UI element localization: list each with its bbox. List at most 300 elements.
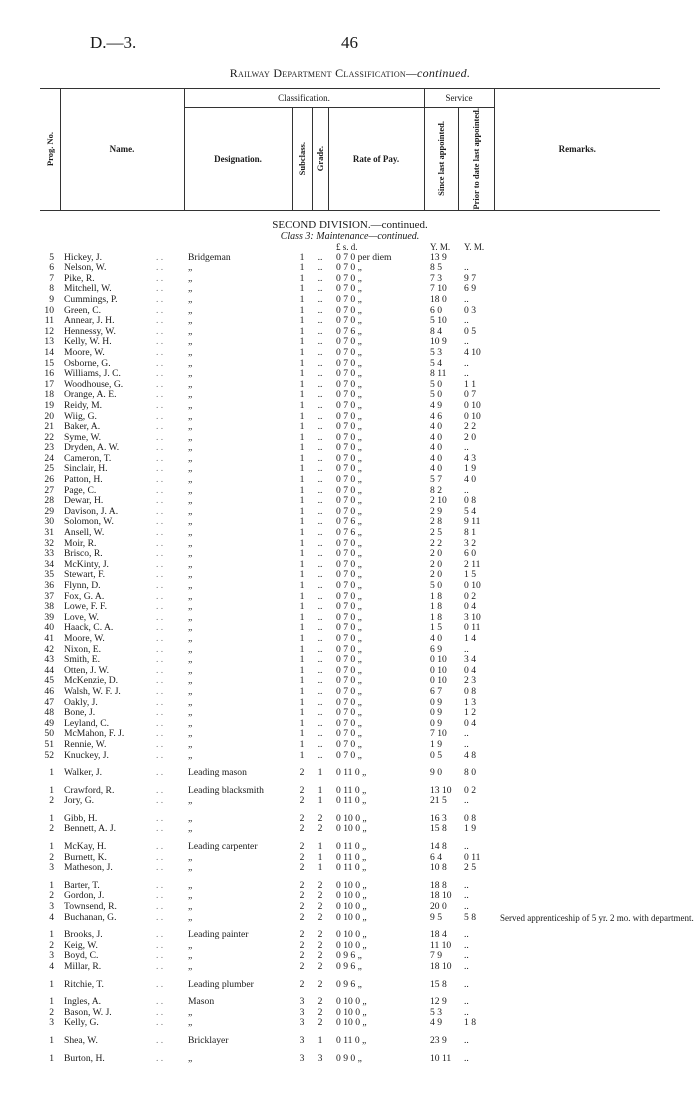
rate-of-pay: 0 7 6 „ (336, 517, 362, 528)
service-since: 1 5 (430, 623, 442, 634)
employee-name: Pike, R. (64, 273, 95, 284)
employee-name: Sinclair, H. (64, 464, 108, 475)
service-since: 8 4 (430, 326, 442, 337)
leader-dots: . . (156, 665, 164, 676)
service-prior: 3 10 (464, 612, 481, 623)
service-since: 10 11 (430, 1053, 452, 1064)
prog-no: 2 (49, 940, 54, 951)
table-row (40, 486, 660, 497)
leader-dots: . . (156, 676, 164, 687)
table-row (40, 1008, 660, 1019)
grade: .. (317, 284, 323, 295)
grade: .. (317, 496, 323, 507)
service-since: 4 0 (430, 453, 442, 464)
subclass: 1 (299, 633, 305, 644)
service-since: 21 5 (430, 796, 447, 807)
remark (494, 306, 660, 317)
grade: .. (317, 581, 323, 592)
table-row (40, 881, 660, 892)
table-row (40, 930, 660, 941)
prog-no: 3 (49, 863, 54, 874)
service-since: 15 8 (430, 824, 447, 835)
service-since: 23 9 (430, 1035, 447, 1046)
designation: „ (188, 443, 193, 454)
employee-name: Barter, T. (64, 880, 100, 891)
service-prior: 0 4 (464, 718, 476, 729)
subclass: 1 (299, 273, 305, 284)
designation: „ (188, 739, 193, 750)
rate-of-pay: 0 7 0 „ (336, 581, 362, 592)
remark (494, 623, 660, 634)
prog-no: 17 (44, 379, 54, 390)
leader-dots: . . (156, 708, 164, 719)
grade: 2 (317, 997, 323, 1008)
employee-name: Bone, J. (64, 708, 96, 719)
employee-name: Hickey, J. (64, 252, 103, 263)
employee-name: Smith, E. (64, 655, 100, 666)
leader-dots: . . (156, 549, 164, 560)
designation: „ (188, 824, 193, 835)
rate-of-pay: 0 9 6 „ (336, 951, 362, 962)
rate-of-pay: 0 7 0 „ (336, 337, 362, 348)
prog-no: 45 (44, 676, 54, 687)
table-row (40, 997, 660, 1008)
remark (494, 613, 660, 624)
employee-name: Oakly, J. (64, 697, 98, 708)
subclass: 1 (299, 475, 305, 486)
service-prior: 3 2 (464, 538, 476, 549)
service-since: 2 8 (430, 517, 442, 528)
employee-name: Keig, W. (64, 940, 98, 951)
subclass: 2 (299, 912, 305, 923)
employee-name: Brooks, J. (64, 930, 103, 941)
leader-dots: . . (156, 358, 164, 369)
service-since: 4 9 (430, 1018, 442, 1029)
spacer-row (40, 874, 660, 881)
subclass: 1 (299, 591, 305, 602)
service-prior: 0 10 (464, 411, 481, 422)
grade: 1 (317, 1035, 323, 1046)
remark (494, 274, 660, 285)
remark (494, 666, 660, 677)
remark (494, 401, 660, 412)
leader-dots: . . (156, 880, 164, 891)
rate-of-pay: 0 7 0 „ (336, 305, 362, 316)
grade: .. (317, 475, 323, 486)
prog-no: 38 (44, 602, 54, 613)
prog-no: 1 (49, 768, 54, 779)
prog-no: 50 (44, 729, 54, 740)
subclass: 1 (299, 252, 305, 263)
rate-of-pay: 0 7 6 „ (336, 528, 362, 539)
rate-of-pay: 0 7 0 „ (336, 612, 362, 623)
leader-dots: . . (156, 824, 164, 835)
designation: „ (188, 729, 193, 740)
grade: 2 (317, 902, 323, 913)
grade: .. (317, 305, 323, 316)
subclass: 1 (299, 443, 305, 454)
designation: „ (188, 655, 193, 666)
subclass: 1 (299, 305, 305, 316)
classification-table (40, 88, 694, 1064)
grade: 2 (317, 880, 323, 891)
remark (494, 1054, 660, 1065)
employee-name: Kelly, W. H. (64, 337, 112, 348)
service-since: 4 0 (430, 422, 442, 433)
service-prior: .. (464, 891, 469, 902)
designation: „ (188, 347, 193, 358)
remark (494, 1036, 660, 1047)
grade: .. (317, 379, 323, 390)
rate-of-pay: 0 9 0 „ (336, 1053, 362, 1064)
designation: „ (188, 326, 193, 337)
leader-dots: . . (156, 785, 164, 796)
service-prior: 1 2 (464, 708, 476, 719)
service-prior: 0 11 (464, 623, 481, 634)
service-prior: 4 3 (464, 453, 476, 464)
prog-no: 23 (44, 443, 54, 454)
remark (494, 853, 660, 864)
employee-name: Shea, W. (64, 1035, 98, 1046)
service-since: 11 10 (430, 940, 452, 951)
employee-name: Fox, G. A. (64, 591, 105, 602)
remark (494, 549, 660, 560)
service-since: 2 2 (430, 538, 442, 549)
prog-no: 15 (44, 358, 54, 369)
designation: „ (188, 612, 193, 623)
service-since: 0 9 (430, 708, 442, 719)
grade: .. (317, 347, 323, 358)
remark (494, 253, 660, 264)
prog-no: 52 (44, 750, 54, 761)
table-row (40, 422, 660, 433)
table-row (40, 443, 660, 454)
table-row (40, 634, 660, 645)
employee-name: Buchanan, G. (64, 912, 117, 923)
prog-no: 12 (44, 326, 54, 337)
leader-dots: . . (156, 902, 164, 913)
leader-dots: . . (156, 644, 164, 655)
employee-name: Bason, W. J. (64, 1007, 112, 1018)
remark (494, 997, 660, 1008)
subclass: 1 (299, 750, 305, 761)
employee-name: Leyland, C. (64, 718, 110, 729)
service-since: 5 10 (430, 316, 447, 327)
subclass: 2 (299, 891, 305, 902)
rate-of-pay: 0 7 0 „ (336, 496, 362, 507)
leader-dots: . . (156, 305, 164, 316)
designation: „ (188, 880, 193, 891)
remark (494, 719, 660, 730)
designation: Leading mason (188, 768, 247, 779)
designation: „ (188, 602, 193, 613)
rate-of-pay: 0 7 6 „ (336, 326, 362, 337)
designation: „ (188, 400, 193, 411)
remark (494, 881, 660, 892)
service-prior: .. (464, 337, 469, 348)
designation: „ (188, 379, 193, 390)
remark (494, 1018, 660, 1029)
prog-no: 46 (44, 686, 54, 697)
rate-of-pay: 0 7 0 per diem (336, 252, 392, 263)
remark (494, 602, 660, 613)
rate-of-pay: 0 10 0 „ (336, 880, 367, 891)
employee-name: Burton, H. (64, 1053, 105, 1064)
grade: .. (317, 655, 323, 666)
service-prior: .. (464, 263, 469, 274)
leader-dots: . . (156, 863, 164, 874)
subclass: 2 (299, 785, 305, 796)
table-row (40, 655, 660, 666)
table-row (40, 380, 660, 391)
service-since: 18 0 (430, 294, 447, 305)
service-prior: 1 8 (464, 1018, 476, 1029)
remark (494, 316, 660, 327)
remark (494, 740, 660, 751)
table-row (40, 274, 660, 285)
grade: .. (317, 263, 323, 274)
service-prior: .. (464, 997, 469, 1008)
designation: „ (188, 891, 193, 902)
grade: .. (317, 697, 323, 708)
designation: „ (188, 273, 193, 284)
grade: .. (317, 369, 323, 380)
grade: .. (317, 612, 323, 623)
grade: .. (317, 337, 323, 348)
service-prior: .. (464, 443, 469, 454)
subclass: 2 (299, 796, 305, 807)
subclass: 1 (299, 686, 305, 697)
grade: .. (317, 644, 323, 655)
service-prior: 0 8 (464, 813, 476, 824)
remark (494, 1008, 660, 1019)
leader-dots: . . (156, 422, 164, 433)
table-row (40, 401, 660, 412)
service-prior: .. (464, 644, 469, 655)
designation: „ (188, 337, 193, 348)
subclass: 3 (299, 997, 305, 1008)
grade: 2 (317, 813, 323, 824)
col-designation: Designation. (184, 108, 292, 211)
employee-name: Ansell, W. (64, 528, 105, 539)
division-subtitle: Class 3: Maintenance—continued. (280, 230, 420, 242)
designation: „ (188, 676, 193, 687)
designation: „ (188, 591, 193, 602)
table-row (40, 348, 660, 359)
remark (494, 422, 660, 433)
table-row (40, 1018, 660, 1029)
leader-dots: . . (156, 1018, 164, 1029)
subclass: 1 (299, 676, 305, 687)
leader-dots: . . (156, 496, 164, 507)
subclass: 1 (299, 464, 305, 475)
leader-dots: . . (156, 263, 164, 274)
remark (494, 433, 660, 444)
grade: .. (317, 422, 323, 433)
rate-of-pay: 0 7 0 „ (336, 602, 362, 613)
rate-of-pay: 0 7 0 „ (336, 443, 362, 454)
service-prior: 4 8 (464, 750, 476, 761)
employee-name: McKenzie, D. (64, 676, 119, 687)
rate-of-pay: 0 11 0 „ (336, 785, 367, 796)
leader-dots: . . (156, 316, 164, 327)
grade: .. (317, 252, 323, 263)
rate-of-pay: 0 10 0 „ (336, 930, 367, 941)
service-since: 1 8 (430, 602, 442, 613)
service-since: 18 4 (430, 930, 447, 941)
prog-no: 16 (44, 369, 54, 380)
subclass: 1 (299, 485, 305, 496)
subclass: 1 (299, 422, 305, 433)
designation: „ (188, 623, 193, 634)
service-since: 16 3 (430, 813, 447, 824)
remark (494, 539, 660, 550)
leader-dots: . . (156, 591, 164, 602)
designation: „ (188, 390, 193, 401)
designation: Leading painter (188, 930, 249, 941)
prog-no: 34 (44, 559, 54, 570)
service-since: 8 2 (430, 485, 442, 496)
subclass: 1 (299, 369, 305, 380)
designation: „ (188, 665, 193, 676)
table-row (40, 891, 660, 902)
rate-of-pay: 0 7 0 „ (336, 400, 362, 411)
prog-no: 10 (44, 305, 54, 316)
table-row (40, 454, 660, 465)
service-since: 14 8 (430, 842, 447, 853)
grade: .. (317, 326, 323, 337)
table-row (40, 316, 660, 327)
remark (494, 390, 660, 401)
designation: „ (188, 485, 193, 496)
subclass: 1 (299, 665, 305, 676)
remark (494, 486, 660, 497)
service-prior: 0 11 (464, 852, 481, 863)
prog-no: 3 (49, 1018, 54, 1029)
money-units: £ s. d. (336, 242, 358, 253)
service-prior: 2 0 (464, 432, 476, 443)
rate-of-pay: 0 7 0 „ (336, 358, 362, 369)
leader-dots: . . (156, 581, 164, 592)
service-since: 2 0 (430, 549, 442, 560)
leader-dots: . . (156, 979, 164, 990)
table-row (40, 962, 660, 973)
subclass: 1 (299, 453, 305, 464)
subclass: 1 (299, 559, 305, 570)
designation: „ (188, 852, 193, 863)
prog-no: 9 (49, 294, 54, 305)
subclass: 1 (299, 316, 305, 327)
service-since: 8 11 (430, 369, 447, 380)
employee-name: Haack, C. A. (64, 623, 114, 634)
subclass: 1 (299, 570, 305, 581)
rate-of-pay: 0 7 0 „ (336, 708, 362, 719)
table-row (40, 539, 660, 550)
table-row (40, 337, 660, 348)
service-prior: .. (464, 930, 469, 941)
subclass: 1 (299, 708, 305, 719)
designation: „ (188, 708, 193, 719)
prog-no: 26 (44, 475, 54, 486)
subclass: 1 (299, 644, 305, 655)
employee-name: Moore, W. (64, 633, 105, 644)
leader-dots: . . (156, 1053, 164, 1064)
remark (494, 327, 660, 338)
table-row (40, 496, 660, 507)
col-rate: Rate of Pay. (328, 108, 424, 211)
designation: „ (188, 633, 193, 644)
grade: 2 (317, 891, 323, 902)
col-subclass: Subclass. (292, 108, 312, 211)
grade: 2 (317, 940, 323, 951)
subclass: 1 (299, 411, 305, 422)
leader-dots: . . (156, 813, 164, 824)
grade: .. (317, 358, 323, 369)
subclass: 3 (299, 1053, 305, 1064)
service-prior: .. (464, 1035, 469, 1046)
leader-dots: . . (156, 252, 164, 263)
subclass: 1 (299, 612, 305, 623)
service-prior: 4 10 (464, 347, 481, 358)
leader-dots: . . (156, 612, 164, 623)
service-prior: 1 9 (464, 824, 476, 835)
prog-no: 20 (44, 411, 54, 422)
prog-no: 49 (44, 718, 54, 729)
rate-of-pay: 0 11 0 „ (336, 1035, 367, 1046)
service-prior: 2 5 (464, 863, 476, 874)
service-prior (458, 253, 494, 264)
table-row (40, 751, 660, 762)
grade: .. (317, 464, 323, 475)
designation: „ (188, 951, 193, 962)
remark (494, 634, 660, 645)
grade: .. (317, 739, 323, 750)
division-title: SECOND DIVISION.—continued. (272, 218, 428, 231)
prog-no: 40 (44, 623, 54, 634)
prog-no: 35 (44, 570, 54, 581)
service-since: 12 9 (430, 997, 447, 1008)
subclass: 1 (299, 390, 305, 401)
prog-no: 1 (49, 997, 54, 1008)
table-row (40, 507, 660, 518)
spacer-row (40, 990, 660, 997)
spacer-row (40, 973, 660, 980)
subclass: 1 (299, 739, 305, 750)
leader-dots: . . (156, 951, 164, 962)
rate-of-pay: 0 7 0 „ (336, 538, 362, 549)
grade: 2 (317, 1018, 323, 1029)
grade: .. (317, 294, 323, 305)
leader-dots: . . (156, 570, 164, 581)
table-row (40, 708, 660, 719)
leader-dots: . . (156, 997, 164, 1008)
leader-dots: . . (156, 432, 164, 443)
grade: .. (317, 411, 323, 422)
table-row (40, 913, 660, 924)
table-row (40, 902, 660, 913)
subclass: 2 (299, 962, 305, 973)
service-since: 7 3 (430, 273, 442, 284)
prog-no: 28 (44, 496, 54, 507)
employee-name: Annear, J. H. (64, 316, 115, 327)
service-since: 0 10 (430, 665, 447, 676)
service-since: 4 9 (430, 400, 442, 411)
grade: .. (317, 390, 323, 401)
service-since: 2 0 (430, 559, 442, 570)
table-row (40, 549, 660, 560)
rate-of-pay: 0 7 0 „ (336, 432, 362, 443)
table-row (40, 602, 660, 613)
